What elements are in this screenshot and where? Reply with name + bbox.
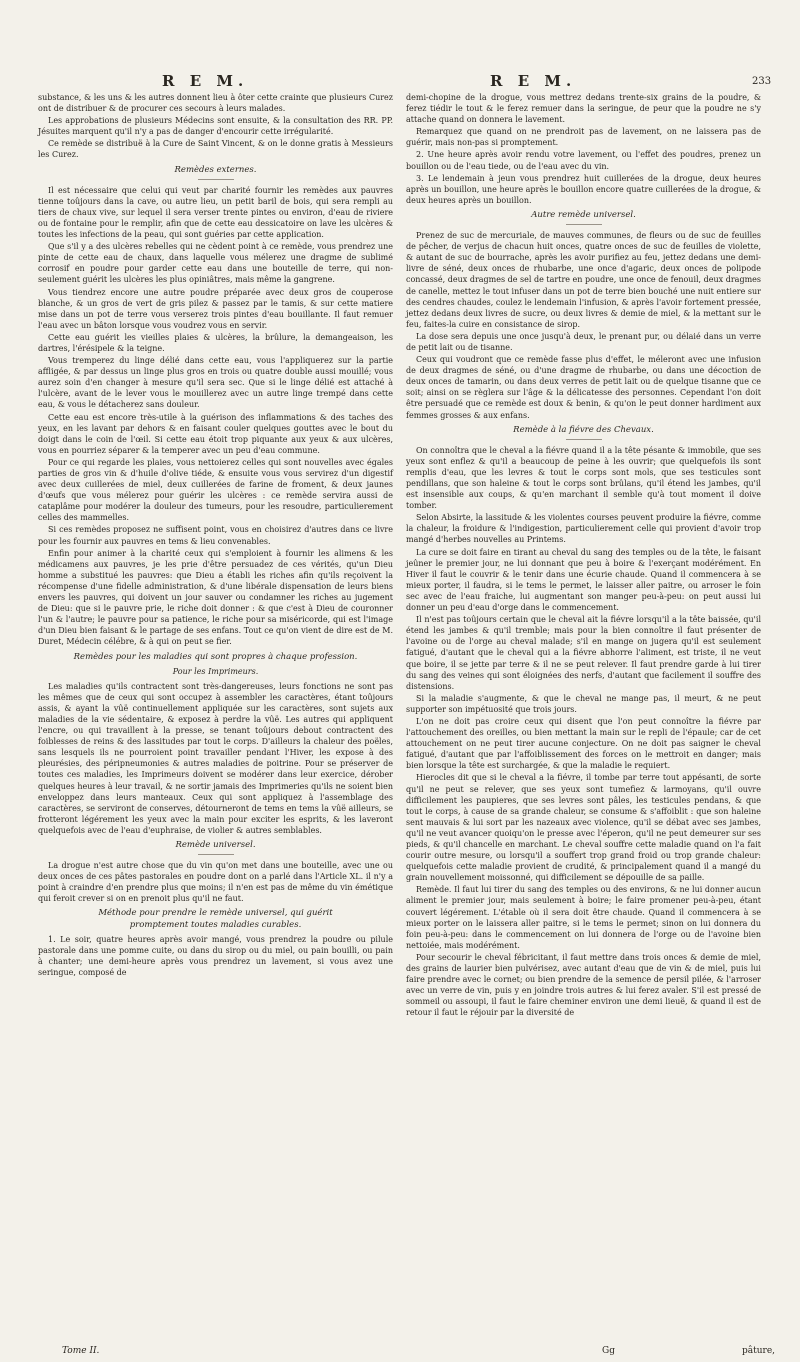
paragraph: Remarquez que quand on ne prendroit pas de lavement, on ne laissera pas de guérir, mais non-pas si promptement. [406, 127, 761, 148]
subsection-heading: Pour les Imprimeurs. [172, 666, 259, 676]
paragraph: 3. Le lendemain à jeun vous prendrez huit cuillerées de la drogue, deux heures après un bouillon, une heure après le bouillon encore quatre cuillerées de la drogue, & deux heures après un bouillon. [406, 173, 761, 205]
paragraph: Prenez de suc de mercuriale, de mauves communes, de fleurs ou de suc de feuilles de pêcher, de verjus de chacun huit onces, quatre onces de suc de feuilles de violette, & autant de suc de bourrache, après les avoir purifiez au feu, jettez dedans une demi-livre de séné, deux onces de rhubarbe, une once d'agaric, deux onces de polipode concassé, deux dragmes de sel de tartre en poudre, une once de fenouil, deux dragmes de canelle, mettez le tout infuser dans un pot de terre bien bouché une nuit entiere sur des cendres chaudes, coulez le lendemain l'infusion, & après l'avoir fortement pressée, jettez dedans deux livres de sucre, ou deux livres & demie de miel, & la mettant sur le feu, faites-la cuire en consistance de sirop. [406, 231, 761, 329]
section-heading: Autre remède universel. [531, 209, 636, 220]
divider [198, 179, 234, 180]
catchword: pâture, [742, 1346, 776, 1356]
paragraph: Ce remède se distribuë à la Cure de Saint Vincent, & on le donne gratis à Messieurs les Curez. [38, 139, 393, 160]
paragraph: demi-chopine de la drogue, vous mettrez dedans trente-six grains de la poudre, & ferez tiédir le tout & le ferez remuer dans la seringue, de peur que la poudre ne s'y attache quand on donnera le lavement. [406, 93, 761, 125]
divider [566, 439, 602, 440]
section-heading: Remèdes pour les maladies qui sont propres à chaque profession. [73, 651, 358, 662]
paragraph: Pour secourir le cheval fébricitant, il faut mettre dans trois onces & demie de miel, des grains de laurier bien pulvérisez, avec autant d'eau que de vin & de miel, puis lui faire prendre avec le cornet; ou bien prendre de la semence de persil pilée, & l'arroser avec un verre de vin, puis y en joindre trois autres & lui ferez avaler. S'il est pressé de sommeil ou assoupi, il faut le faire cheminer environ une demi lieuë, & quand il est de retour il faut le réjouir par la diversité de [406, 952, 761, 1018]
paragraph: Vous tiendrez encore une autre poudre préparée avec deux gros de couperose blanche, & un gros de vert de gris pilez & passez par le tamis, & sur cette matiere mise dans un pot de terre vous verserez trois pintes d'eau bouillante. Il faut remuer l'eau avec un bâton lorsque vous voudrez vous en servir. [38, 287, 393, 330]
volume-signature: Tome II. [62, 1346, 100, 1356]
paragraph: La dose sera depuis une once jusqu'à deux, le prenant pur, ou délaié dans un verre de petit lait ou de tisanne. [406, 331, 761, 352]
paragraph: Remède. Il faut lui tirer du sang des temples ou des environs, & ne lui donner aucun aliment le premier jour, mais seulement à boire; le faire promener peu-à-peu, étant couvert légérement. L'étable où il sera doit être chaude. Quand il commencera à se mieux porter on le laissera aller paitre, si le tems le permet; sinon on lui donnera du foin peu-à-peu: dans le commencement on lui donnera de l'orge ou de l'avoine bien nettoiée, mais modérément. [406, 885, 761, 950]
paragraph: 2. Une heure après avoir rendu votre lavement, ou l'effet des poudres, prenez un bouillon ou de l'eau tiede, ou de l'eau avec du vin. [406, 150, 761, 171]
paragraph: La cure se doit faire en tirant au cheval du sang des temples ou de la tête, le faisant jeûner le premier jour, ne lui donnant que peu à boire & l'exerçant modérément. En Hiver il faut le couvrir & le tenir dans une écurie chaude. Quand il commencera à se mieux porter, il faudra, si le tems le permet, le laisser aller paitre, ou arroser le foin sec avec de l'eau fraiche, lui augmentant son manger peu-à-peu: on peut aussi lui donner un peu d'eau d'orge dans le commencement. [406, 547, 761, 613]
paragraph: substance, & les uns & les autres donnent lieu à ôter cette crainte que plusieurs Curez ont de distribuer & de procurer ces secours à leurs malades. [38, 93, 393, 114]
paragraph: Enfin pour animer à la charité ceux qui s'emploient à fournir les alimens & les médicamens aux pauvres, je les prie d'être persuadez de ces vérités, qu'un Dieu homme a substitué les pauvres: que Dieu a établi les riches afin qu'ils reçoivent la récompense d'une fidelle administration, & d'une libérale dispensation de leurs biens envers les pauvres, qui doivent un jour sauver ou condamner les riches au jugement de Dieu: que si le pauvre prie, le riche doit donner : & que c'est à Dieu de couronner l'un & l'autre; le pauvre pour sa patience, le riche pour sa miséricorde, qui est l'image d'un Dieu bien faisant & le partage de ses enfans. Tout ce qu'on vient de dire est de M. Duret, Médecin célébre, & à qui on peut se fier. [38, 548, 393, 647]
paragraph: On connoîtra que le cheval a la fiévre quand il a la tête pésante & immobile, que ses yeux sont enflez & qu'il a beaucoup de peine à les ouvrir; que quelquefois ils sont remplis d'eau, que les levres & tout le corps sont mols, que ses testicules sont pendillans, que son haleine & tout le corps sont brûlans, qu'il étend les jambes, qu'il est insensible aux coups, & qu'en marchant il semble qu'à tout moment il doive tomber. [406, 445, 761, 511]
running-head-right: R E M. [490, 72, 577, 90]
section-heading: Méthode pour prendre le remède universel, qui guérit [98, 908, 333, 919]
divider [198, 854, 234, 855]
paragraph: L'on ne doit pas croire ceux qui disent que l'on peut connoître la fiévre par l'attouchement des oreilles, ou bien mettant la main sur le repli de l'épaule; car de cet attouchement on ne peut tirer aucune conjecture. On ne doit pas saigner le cheval fatigué, d'autant que par l'affoiblissement des forces on le mettroit en danger; mais bien lorsque la tête est surchargée, & que la maladie le requiert. [406, 716, 761, 771]
paragraph: Il est nécessaire que celui qui veut par charité fournir les remèdes aux pauvres tienne toûjours dans la cave, ou autre lieu, un petit baril de bois, qui sera rempli au tiers de chaux vive, sur lequel il sera verser trente pintes ou environ, d'eau de riviere ou de fontaine pour le remplir, afin que de cette eau dessicatoire on lave les ulcères & toutes les infections de la peau, qui sont guéries par cette application. [38, 185, 393, 240]
paragraph: La drogue n'est autre chose que du vin qu'on met dans une bouteille, avec une ou deux onces de ces pâtes pastorales en poudre dont on a parlé dans l'Article XL. il n'y a point à craindre d'en prendre plus que moins; il n'en est pas de même du vin émétique qui feroit crever si on en prenoit plus qu'il ne faut. [38, 861, 393, 904]
paragraph: Pour ce qui regarde les plaies, vous nettoierez celles qui sont nouvelles avec égales parties de gros vin & d'huile d'olive tiéde, & ensuite vous vous servirez d'un digestif avec deux cuillerées de miel, deux cuillerées de farine de froment, & deux jaunes d'œufs que vous mélerez pour guérir les ulcères : ce remède servira aussi de cataplâme pour modérer la douleur des tumeurs, pour les resoudre, particulierement celles des mammelles. [38, 457, 393, 523]
paragraph: Si ces remèdes proposez ne suffisent point, vous en choisirez d'autres dans ce livre pour les fournir aux pauvres en tems & lieu convenables. [38, 525, 393, 546]
paragraph: Hierocles dit que si le cheval a la fiévre, il tombe par terre tout appésanti, de sorte qu'il ne peut se relever, que ses yeux sont tumefiez & larmoyans, qu'il ouvre difficilement les paupieres, que ses levres sont pâles, les testicules pendans, & que tout le corps, à cause de sa grande chaleur, se consume & s'affoiblit : que son haleine sent mauvais & lui sort par les nazeaux avec violence, qu'il se débat avec ses jambes, qu'il ne veut avancer quoiqu'on le presse avec l'éperon, qu'il ne peut demeurer sur ses pieds, & qu'il chancelle en marchant. Le cheval souffre cette maladie quand on l'a fait courir outre mesure, ou lorsqu'il a souffert trop grand froid ou trop grande chaleur: quelquefois cette maladie provient de crudité, & principalement quand il a mangé du grain nouvellement moissonné, qui difficilement se dépouille de sa paille. [406, 773, 761, 883]
section-heading: Remèdes externes. [174, 164, 257, 175]
paragraph: Les maladies qu'ils contractent sont très-dangereuses, leurs fonctions ne sont pas les mêmes que de ceux qui sont occupez à assembler les caractères, étant toûjours assis, & ayant la vûë continuellement appliquée sur les caractères, sont sujets aux maladies de la vie sédentaire, & exposez à perdre la vûë. Les autres qui appliquent l'encre, ou qui travaillent à la presse, se tenant toûjours debout contractent des foiblesses de reins & des lassitudes par tout le corps. D'ailleurs la chaleur des poëles, sans lesquels ils ne pourroient point travailler pendant l'Hiver, les expose à des pleurésies, des péripneumonies & autres maladies de poitrine. Pour se préserver de toutes ces maladies, les Imprimeurs doivent se modérer dans leur exercice, dérober quelques heures à leur travail, & ne sortir jamais des Imprimeries qu'ils ne soient bien enveloppez dans leurs manteaux. Ceux qui sont appliquez à l'assemblage des caractères, se serviront de conserves, détourneront de tems en tems la vûë ailleurs, se frotteront légérement les yeux avec la main pour exciter les esprits, & les laveront quelquefois avec de l'eau d'euphraise, de violier & autres semblables. [38, 681, 393, 835]
section-heading: Remède à la fiévre des Chevaux. [513, 424, 654, 435]
paragraph: Selon Absirte, la lassitude & les violentes courses peuvent produire la fiévre, comme la chaleur, la froidure & l'indigestion, particulierement celle qui provient d'avoir trop mangé d'herbes nouvelles au Printems. [406, 513, 761, 545]
paragraph: 1. Le soir, quatre heures après avoir mangé, vous prendrez la poudre ou pilule pastorale dans une pomme cuite, ou dans du sirop ou du miel, ou pain bouilli, ou pain à chanter; une demi-heure après vous prendrez un lavement, si vous avez une seringue, composé de [38, 934, 393, 977]
paragraph: Que s'il y a des ulcères rebelles qui ne cèdent point à ce remède, vous prendrez une pinte de cette eau de chaux, dans laquelle vous mélerez une dragme de sublimé corrosif en poudre pour garder cette eau dans une bouteille de terre, qui non-seulement guérit les ulcères les plus opiniâtres, mais même la gangrene. [38, 242, 393, 285]
paragraph: Il n'est pas toûjours certain que le cheval ait la fiévre lorsqu'il a la tête baissée, qu'il étend les jambes & qu'il tremble; mais pour la bien connoître il faut présenter de l'avoine ou de l'orge au cheval malade; s'il en mange on jugera qu'il est seulement fatigué, d'autant que le cheval qui a la fiévre abhorre l'aliment, est triste, il ne veut que boire, il se jette par terre & il ne se peut relever. Il faut prendre garde à lui tirer du sang des veines qui sont éloignées des nerfs, d'autant que facilement il souffre des distensions. [406, 615, 761, 691]
right-column [406, 92, 761, 1020]
running-head-left: R E M. [162, 72, 249, 90]
page-number: 233 [752, 76, 772, 87]
paragraph: Si la maladie s'augmente, & que le cheval ne mange pas, il meurt, & ne peut supporter son impétuosité que trois jours. [406, 693, 761, 714]
paragraph: Les approbations de plusieurs Médecins sont ensuite, & la consultation des RR. PP. Jésuites marquent qu'il n'y a pas de danger d'encourir cette irrégularité. [38, 116, 393, 137]
paragraph: Vous tremperez du linge délié dans cette eau, vous l'appliquerez sur la partie affligée, & par dessus un linge plus gros en trois ou quatre double aussi mouillé; vous aurez soin d'en changer à mesure qu'il sera sec. Que si le linge délié est attaché à l'ulcère, avant de le lever vous le mouillerez avec un autre linge trempé dans cette eau, & vous le détacherez sans douleur. [38, 356, 393, 410]
paragraph: Cette eau guérit les vieilles plaies & ulcères, la brûlure, la demangeaison, les dartres, l'érésipele & la teigne. [38, 332, 393, 353]
divider [566, 224, 602, 225]
paragraph: Cette eau est encore très-utile à la guérison des inflammations & des taches des yeux, en les lavant par dehors & en faisant couler quelques gouttes avec le bout du doigt dans le coin de l'œil. Si cette eau étoit trop piquante aux yeux & aux ulcères, vous en pourriez séparer & la temperer avec un peu d'eau commune. [38, 412, 393, 455]
paragraph: Ceux qui voudront que ce remède fasse plus d'effet, le méleront avec une infusion de deux dragmes de séné, ou d'une dragme de rhubarbe, ou dans une décoction de deux onces de tamarin, ou dans deux verres de petit lait ou de quelque tisanne que ce soit; ainsi on se règlera sur l'âge & la délicatesse des personnes. Cependant l'on doit être persuadé que ce remède est doux & benin, & qu'on le peut donner hardiment aux femmes grosses & aux enfans. [406, 355, 761, 420]
section-heading: promptement toutes maladies curables. [129, 919, 302, 930]
gathering-signature: Gg [602, 1346, 615, 1356]
left-column [38, 92, 393, 979]
section-heading: Remède universel. [175, 840, 256, 850]
